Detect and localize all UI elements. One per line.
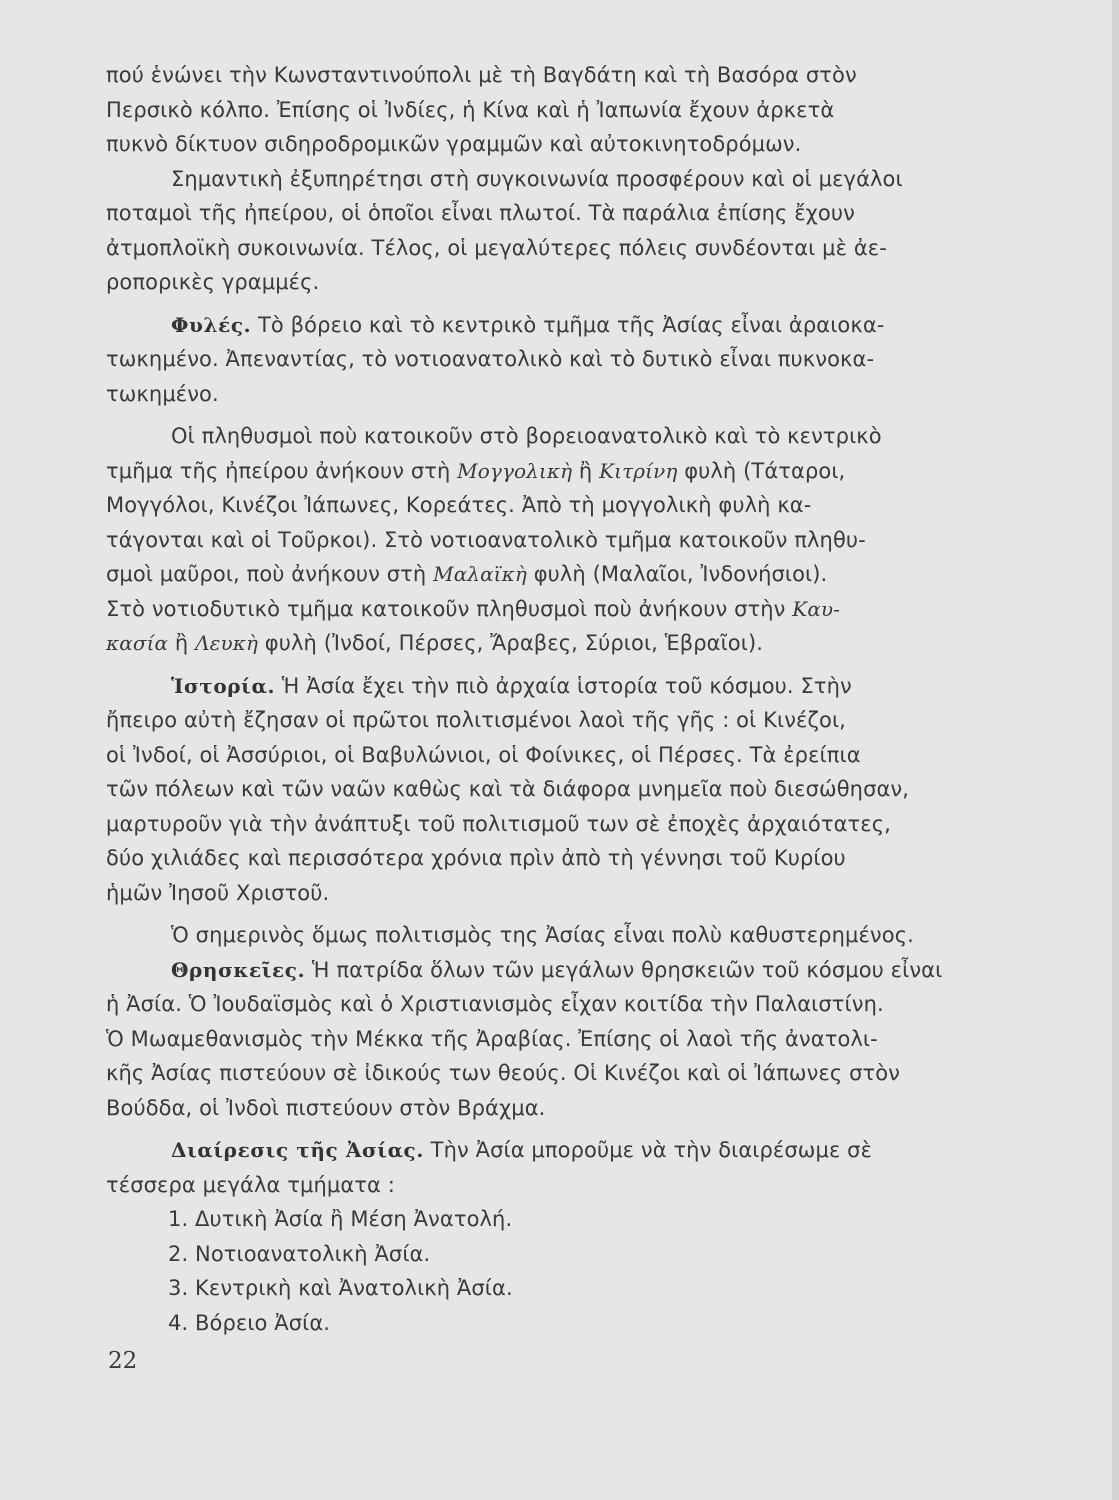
text-run: ἢ <box>572 458 600 483</box>
text-line: τάγονται καὶ οἱ Τοῦρκοι). Στὸ νοτιοανατολικὸ τμῆμα κατοικοῦν πληθυ- <box>106 527 866 552</box>
text-run: Τὴν Ἀσία μποροῦμε νὰ τὴν διαιρέσωμε σὲ <box>423 1138 873 1162</box>
text-line: ἡ Ἀσία. Ὁ Ἰουδαϊσμὸς καὶ ὁ Χριστιανισμὸς εἶχαν κοιτίδα τὴν Παλαιστίνη. <box>106 992 884 1016</box>
text-run: Τὸ βόρειο καὶ τὸ κεντρικὸ τμῆμα τῆς Ἀσίας εἶναι ἀραιοκα- <box>251 312 885 337</box>
text-line: οἱ Ἰνδοί, οἱ Ἀσσύριοι, οἱ Βαβυλώνιοι, οἱ Φοίνικες, οἱ Πέρσες. Τὰ ἐρείπια <box>106 742 861 767</box>
list-item: 3. Κεντρικὴ καὶ Ἀνατολικὴ Ἀσία. <box>168 1276 513 1300</box>
text-line: Ὁ σημερινὸς ὅμως πολιτισμὸς της Ἀσίας εἶναι πολὺ καθυστερημένος. <box>171 923 914 947</box>
text-run: φυλὴ (Ἰνδοί, Πέρσες, Ἄραβες, Σύριοι, Ἑβραῖοι). <box>258 631 764 655</box>
italic-term: Καυ- <box>792 596 841 621</box>
text-line: τωκημένο. Ἀπεναντίας, τὸ νοτιοανατολικὸ καὶ τὸ δυτικὸ εἶναι πυκνοκα- <box>106 347 875 371</box>
text-line: ἡμῶν Ἰησοῦ Χριστοῦ. <box>106 880 330 905</box>
text-run: φυλὴ (Τάταροι, <box>677 458 846 483</box>
text-run: φυλὴ (Μαλαῖοι, Ἰνδονήσιοι). <box>526 562 828 586</box>
text-line: ποταμοὶ τῆς ἠπείρου, οἱ ὁποῖοι εἶναι πλωτοί. Τὰ παράλια ἐπίσης ἔχουν <box>106 201 855 225</box>
text-line: ἀτμοπλοϊκὴ συκοινωνία. Τέλος, οἱ μεγαλύτερες πόλεις συνδέονται μὲ ἀε- <box>106 235 887 260</box>
text-line: ἤπειρο αὐτὴ ἔζησαν οἱ πρῶτοι πολιτισμένοι λαοὶ τῆς γῆς : οἱ Κινέζοι, <box>106 708 846 732</box>
text-line: Περσικὸ κόλπο. Ἐπίσης οἱ Ἰνδίες, ἡ Κίνα καὶ ἡ Ἰαπωνία ἔχουν ἀρκετὰ <box>106 97 835 122</box>
list-item: 4. Βόρειο Ἀσία. <box>168 1310 331 1335</box>
text-line: τέσσερα μεγάλα τμήματα : <box>106 1172 395 1197</box>
text-run: τμῆμα τῆς ἠπείρου ἀνήκουν στὴ <box>106 458 458 483</box>
text-line <box>106 454 1036 489</box>
text-line: Σημαντικὴ ἐξυπηρέτησι στὴ συγκοινωνία προσφέρουν καὶ οἱ μεγάλοι <box>171 166 903 191</box>
text-line <box>106 592 1036 627</box>
heading-thriskeies: Θρησκεῖες. <box>171 957 306 982</box>
text-line <box>106 308 1036 343</box>
text-line: Βούδδα, οἱ Ἰνδοὶ πιστεύουν στὸν Βράχμα. <box>106 1095 546 1120</box>
text-run: Στὸ νοτιοδυτικὸ τμῆμα κατοικοῦν πληθυσμοὶ ποὺ ἀνήκουν στὴν <box>106 596 793 621</box>
page-edge <box>1112 0 1119 1500</box>
heading-istoria: Ἱστορία. <box>171 673 276 698</box>
text-run: σμοὶ μαῦροι, ποὺ ἀνήκουν στὴ <box>106 562 434 586</box>
list-item: 2. Νοτιοανατολικὴ Ἀσία. <box>168 1241 431 1266</box>
text-run: ἢ <box>168 631 196 655</box>
text-line: δύο χιλιάδες καὶ περισσότερα χρόνια πρὶν ἀπὸ τὴ γέννησι τοῦ Κυρίου <box>106 846 846 870</box>
text-line <box>106 953 1036 988</box>
text-run: Ἡ Ἀσία ἔχει τὴν πιὸ ἀρχαία ἱστορία τοῦ κόσμου. Στὴν <box>275 673 852 698</box>
text-line: Ὁ Μωαμεθανισμὸς τὴν Μέκκα τῆς Ἀραβίας. Ἐπίσης οἱ λαοὶ τῆς ἀνατολι- <box>106 1026 878 1051</box>
text-run: Ἡ πατρίδα ὅλων τῶν μεγάλων θρησκειῶν τοῦ κόσμου εἶναι <box>305 957 943 982</box>
text-line <box>106 626 1036 661</box>
heading-diairesis: Διαίρεσις τῆς Ἀσίας. <box>171 1138 424 1162</box>
text-line: τῶν πόλεων καὶ τῶν ναῶν καθὼς καὶ τὰ διάφορα μνημεῖα ποὺ διεσώθησαν, <box>106 777 910 801</box>
text-line <box>106 669 1036 704</box>
text-line: Μογγόλοι, Κινέζοι Ἰάπωνες, Κορεάτες. Ἀπὸ τὴ μογγολικὴ φυλὴ κα- <box>106 493 812 517</box>
italic-term: κασία <box>106 631 169 655</box>
text-line: κῆς Ἀσίας πιστεύουν σὲ ἰδικούς των θεούς. Οἱ Κινέζοι καὶ οἱ Ἰάπωνες στὸν <box>106 1061 901 1085</box>
italic-term: Μαλαϊκὴ <box>433 562 527 586</box>
italic-term: Λευκὴ <box>195 631 259 655</box>
text-line: πυκνὸ δίκτυον σιδηροδρομικῶν γραμμῶν καὶ αὐτοκινητοδρόμων. <box>106 132 802 156</box>
page-number: 22 <box>108 1348 138 1374</box>
text-line: τωκημένο. <box>106 381 219 406</box>
text-line <box>106 1133 1036 1168</box>
italic-term: Μογγολικὴ <box>457 458 573 483</box>
text-block <box>106 58 1036 1340</box>
text-line: Οἱ πληθυσμοὶ ποὺ κατοικοῦν στὸ βορειοανατολικὸ καὶ τὸ κεντρικὸ <box>171 424 882 448</box>
heading-fyles: Φυλές. <box>171 312 252 337</box>
text-line: ροπορικὲς γραμμές. <box>106 270 320 294</box>
text-line: πού ἑνώνει τὴν Κωνσταντινούπολι μὲ τὴ Βαγδάτη καὶ τὴ Βασόρα στὸν <box>106 63 857 87</box>
list-item: 1. Δυτικὴ Ἀσία ἢ Μέση Ἀνατολή. <box>168 1207 513 1231</box>
text-line <box>106 557 1036 592</box>
italic-term: Κιτρίνη <box>599 458 678 483</box>
text-line: μαρτυροῦν γιὰ τὴν ἀνάπτυξι τοῦ πολιτισμοῦ των σὲ ἐποχὲς ἀρχαιότατες, <box>106 811 891 836</box>
